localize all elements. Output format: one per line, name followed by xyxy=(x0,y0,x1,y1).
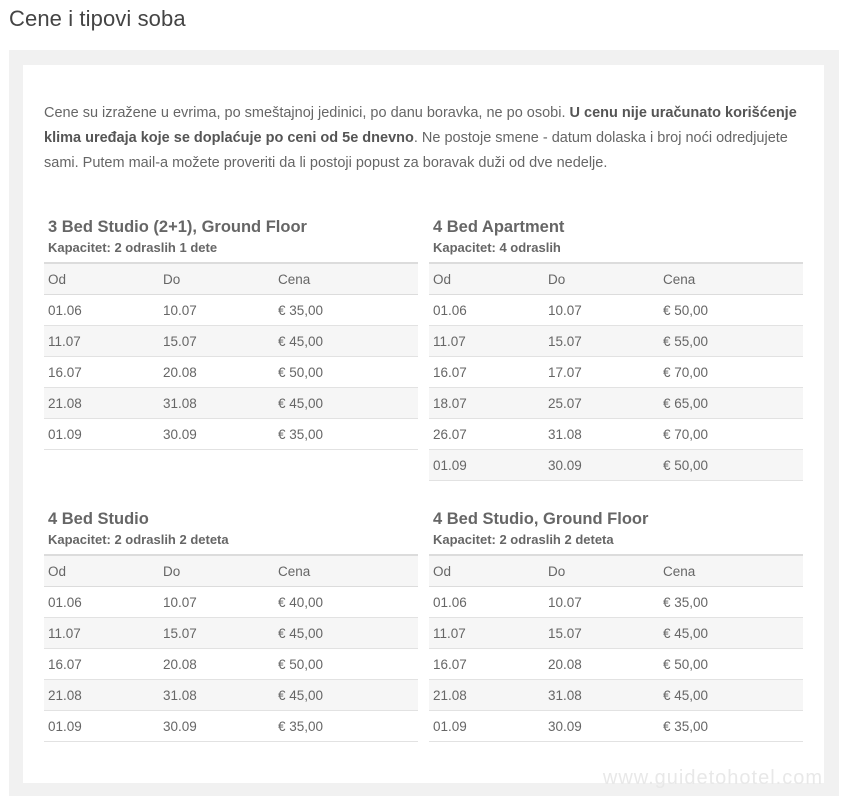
price-cell: € 65,00 xyxy=(659,388,803,419)
date-from-cell: 16.07 xyxy=(44,357,159,388)
table-row xyxy=(44,680,418,711)
table-row xyxy=(429,618,803,649)
date-to-cell: 20.08 xyxy=(544,649,659,680)
price-cell: € 50,00 xyxy=(659,649,803,680)
table-header-row xyxy=(429,263,803,295)
table-row xyxy=(44,649,418,680)
date-from-cell: 01.06 xyxy=(44,587,159,618)
date-from-cell: 11.07 xyxy=(429,618,544,649)
price-cell: € 50,00 xyxy=(659,450,803,481)
price-table xyxy=(44,262,418,450)
column-header: Cena xyxy=(274,555,418,587)
table-row xyxy=(429,295,803,326)
price-cell: € 35,00 xyxy=(659,587,803,618)
room-capacity: Kapacitet: 2 odraslih 2 deteta xyxy=(48,532,229,547)
room-card xyxy=(429,509,803,742)
date-to-cell: 25.07 xyxy=(544,388,659,419)
date-to-cell: 10.07 xyxy=(544,587,659,618)
column-header: Do xyxy=(544,555,659,587)
table-row xyxy=(44,326,418,357)
date-to-cell: 10.07 xyxy=(159,587,274,618)
column-header: Cena xyxy=(659,555,803,587)
price-cell: € 35,00 xyxy=(274,419,418,450)
date-from-cell: 01.09 xyxy=(429,450,544,481)
table-header-row xyxy=(44,263,418,295)
table-row xyxy=(429,450,803,481)
column-header: Od xyxy=(429,263,544,295)
price-cell: € 55,00 xyxy=(659,326,803,357)
column-header: Od xyxy=(429,555,544,587)
intro-text-bold: U cenu nije uračunato korišćenje klima uređaja koje se doplaćuje po ceni od 5e dnevno xyxy=(44,105,797,146)
date-from-cell: 11.07 xyxy=(44,618,159,649)
date-from-cell: 18.07 xyxy=(429,388,544,419)
date-from-cell: 21.08 xyxy=(44,680,159,711)
table-row xyxy=(44,587,418,618)
room-capacity: Kapacitet: 4 odraslih xyxy=(433,240,561,255)
date-from-cell: 01.09 xyxy=(429,711,544,742)
column-header: Od xyxy=(44,555,159,587)
date-to-cell: 15.07 xyxy=(544,618,659,649)
column-header: Cena xyxy=(659,263,803,295)
date-from-cell: 16.07 xyxy=(44,649,159,680)
price-cell: € 45,00 xyxy=(659,618,803,649)
table-row xyxy=(429,357,803,388)
table-row xyxy=(429,419,803,450)
price-cell: € 35,00 xyxy=(659,711,803,742)
column-header: Cena xyxy=(274,263,418,295)
column-header: Od xyxy=(44,263,159,295)
price-cell: € 70,00 xyxy=(659,357,803,388)
date-to-cell: 31.08 xyxy=(544,419,659,450)
room-card xyxy=(429,217,803,481)
price-cell: € 45,00 xyxy=(274,388,418,419)
price-cell: € 50,00 xyxy=(659,295,803,326)
watermark: www.guidetohotel.com xyxy=(602,767,823,789)
table-row xyxy=(44,618,418,649)
date-from-cell: 01.06 xyxy=(44,295,159,326)
date-from-cell: 11.07 xyxy=(44,326,159,357)
price-cell: € 45,00 xyxy=(274,618,418,649)
date-from-cell: 21.08 xyxy=(429,680,544,711)
column-header: Do xyxy=(159,263,274,295)
price-cell: € 50,00 xyxy=(274,357,418,388)
table-row xyxy=(44,295,418,326)
date-from-cell: 26.07 xyxy=(429,419,544,450)
price-table xyxy=(429,262,803,481)
date-from-cell: 21.08 xyxy=(44,388,159,419)
date-from-cell: 01.09 xyxy=(44,419,159,450)
date-from-cell: 01.06 xyxy=(429,295,544,326)
price-cell: € 35,00 xyxy=(274,711,418,742)
intro-text-rest: . Ne postoje smene - datum dolaska i broj noći odredjujete sami. Putem mail-a možete proveriti da li postoji popust za boravak duži od dve nedelje. xyxy=(44,130,788,171)
room-capacity: Kapacitet: 2 odraslih 2 deteta xyxy=(433,532,614,547)
room-title: 4 Bed Apartment xyxy=(433,218,565,236)
price-cell: € 45,00 xyxy=(274,680,418,711)
room-capacity: Kapacitet: 2 odraslih 1 dete xyxy=(48,240,218,255)
room-title: 4 Bed Studio xyxy=(48,510,149,528)
date-from-cell: 11.07 xyxy=(429,326,544,357)
room-card xyxy=(44,509,418,742)
table-header-row xyxy=(44,555,418,587)
price-cell: € 50,00 xyxy=(274,649,418,680)
table-row xyxy=(429,711,803,742)
table-row xyxy=(429,587,803,618)
date-from-cell: 16.07 xyxy=(429,649,544,680)
pricing-panel xyxy=(9,50,839,796)
date-to-cell: 30.09 xyxy=(544,450,659,481)
table-row xyxy=(44,357,418,388)
date-to-cell: 17.07 xyxy=(544,357,659,388)
table-row xyxy=(429,388,803,419)
date-to-cell: 30.09 xyxy=(159,711,274,742)
date-from-cell: 01.06 xyxy=(429,587,544,618)
table-row xyxy=(44,419,418,450)
page-title: Cene i tipovi soba xyxy=(9,6,186,31)
price-cell: € 70,00 xyxy=(659,419,803,450)
intro-text xyxy=(44,101,804,176)
room-card xyxy=(44,217,418,450)
date-to-cell: 20.08 xyxy=(159,357,274,388)
table-row xyxy=(44,388,418,419)
date-from-cell: 16.07 xyxy=(429,357,544,388)
date-to-cell: 15.07 xyxy=(159,618,274,649)
price-cell: € 40,00 xyxy=(274,587,418,618)
date-to-cell: 20.08 xyxy=(159,649,274,680)
intro-text-plain: Cene su izražene u evrima, po smeštajnoj jedinici, po danu boravka, ne po osobi. xyxy=(44,105,570,121)
price-table xyxy=(44,554,418,742)
room-title: 3 Bed Studio (2+1), Ground Floor xyxy=(48,218,307,236)
table-row xyxy=(429,326,803,357)
table-row xyxy=(44,711,418,742)
price-cell: € 35,00 xyxy=(274,295,418,326)
column-header: Do xyxy=(159,555,274,587)
date-to-cell: 10.07 xyxy=(544,295,659,326)
date-to-cell: 31.08 xyxy=(544,680,659,711)
date-to-cell: 31.08 xyxy=(159,388,274,419)
date-to-cell: 31.08 xyxy=(159,680,274,711)
column-header: Do xyxy=(544,263,659,295)
date-to-cell: 15.07 xyxy=(159,326,274,357)
table-header-row xyxy=(429,555,803,587)
date-to-cell: 30.09 xyxy=(544,711,659,742)
room-title: 4 Bed Studio, Ground Floor xyxy=(433,510,649,528)
table-row xyxy=(429,649,803,680)
date-to-cell: 10.07 xyxy=(159,295,274,326)
pricing-card xyxy=(23,65,824,783)
date-from-cell: 01.09 xyxy=(44,711,159,742)
price-cell: € 45,00 xyxy=(274,326,418,357)
price-table xyxy=(429,554,803,742)
table-row xyxy=(429,680,803,711)
price-cell: € 45,00 xyxy=(659,680,803,711)
date-to-cell: 15.07 xyxy=(544,326,659,357)
date-to-cell: 30.09 xyxy=(159,419,274,450)
